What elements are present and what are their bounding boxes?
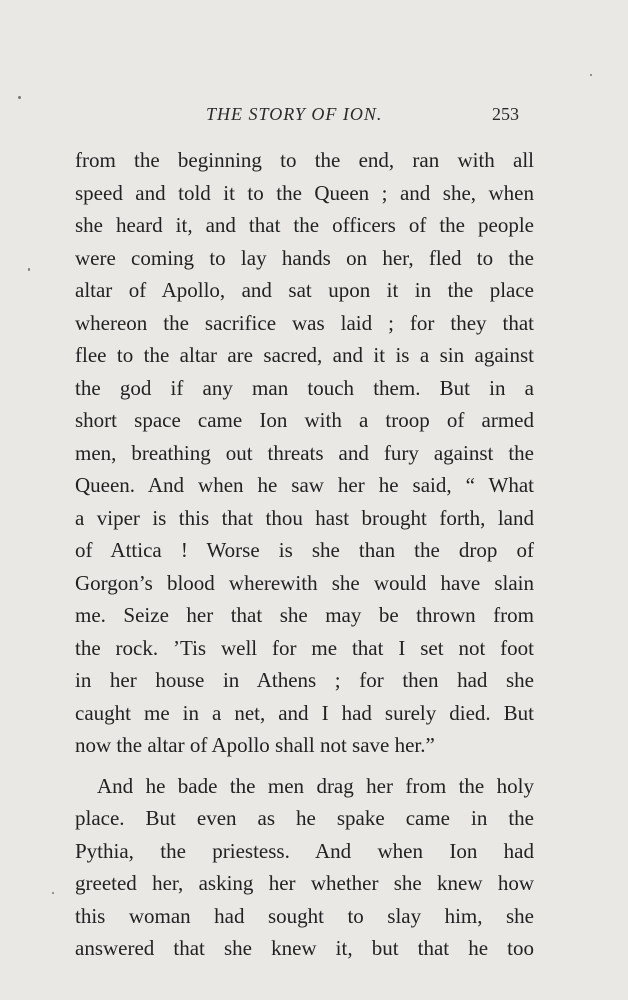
- text-line: were coming to lay hands on her, fled to the: [75, 245, 534, 270]
- text-line: the rock. ’Tis well for me that I set not foot: [75, 635, 534, 660]
- text-line: Pythia, the priestess. And when Ion had: [75, 838, 534, 863]
- text-line: flee to the altar are sacred, and it is a sin against: [75, 343, 534, 367]
- text-line: now the altar of Apollo shall not save her.”: [75, 733, 435, 757]
- paper-speck: [18, 96, 21, 99]
- paper-speck: [590, 74, 592, 76]
- paper-speck: [28, 268, 30, 271]
- text-line: And he bade the men drag her from the holy: [97, 773, 534, 798]
- paper-speck: [52, 892, 54, 894]
- text-line: the god if any man touch them. But in a: [75, 375, 534, 400]
- text-line: men, breathing out threats and fury against the: [75, 440, 534, 465]
- page-number: 253: [492, 104, 519, 124]
- paragraph-gap: [75, 762, 534, 770]
- text-line: this woman had sought to slay him, she: [75, 903, 534, 928]
- text-line: greeted her, asking her whether she knew how: [75, 871, 534, 895]
- text-line: speed and told it to the Queen ; and she, when: [75, 180, 534, 205]
- text-line: she heard it, and that the officers of the people: [75, 213, 534, 237]
- text-line: from the beginning to the end, ran with all: [75, 148, 534, 172]
- text-line: Gorgon’s blood wherewith she would have slain: [75, 570, 534, 595]
- paragraph-1: [75, 144, 534, 762]
- text-line: a viper is this that thou hast brought forth, land: [75, 505, 534, 530]
- text-line: whereon the sacrifice was laid ; for they that: [75, 310, 534, 335]
- text-line: Queen. And when he saw her he said, “ What: [75, 473, 534, 497]
- text-line: caught me in a net, and I had surely died. But: [75, 700, 534, 725]
- text-line: answered that she knew it, but that he too: [75, 936, 534, 960]
- text-line: short space came Ion with a troop of armed: [75, 408, 534, 432]
- body-text: [75, 144, 534, 965]
- text-line: altar of Apollo, and sat upon it in the place: [75, 278, 534, 302]
- text-line: me. Seize her that she may be thrown from: [75, 603, 534, 627]
- text-line: in her house in Athens ; for then had she: [75, 668, 534, 692]
- paragraph-2: [75, 770, 534, 965]
- text-line: place. But even as he spake came in the: [75, 806, 534, 830]
- running-head: THE STORY OF ION.: [206, 104, 383, 124]
- text-line: of Attica ! Worse is she than the drop of: [75, 538, 534, 562]
